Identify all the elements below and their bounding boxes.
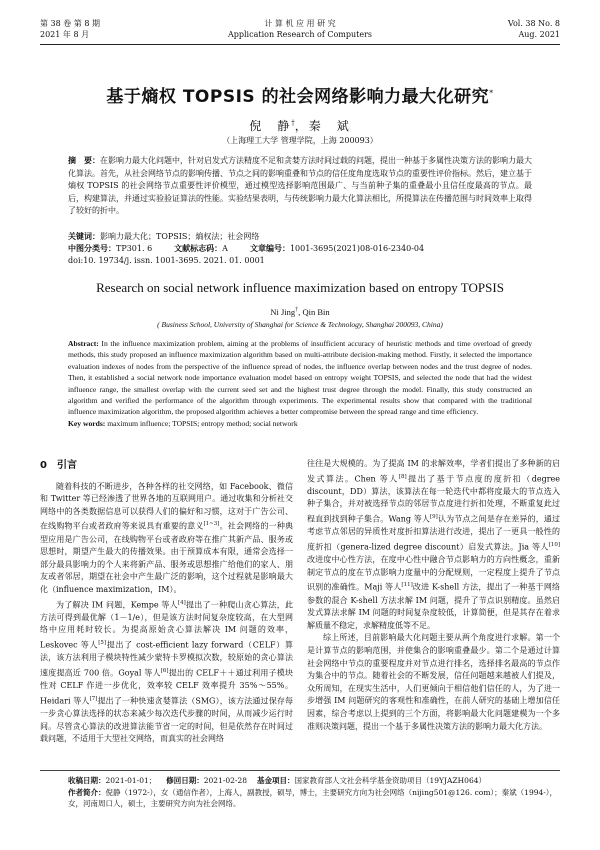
intro-paragraph-2 [40, 597, 293, 746]
keywords-en-text: maximum influence; TOPSIS; entropy method; social network [107, 418, 298, 428]
footnote-bio [68, 787, 560, 810]
body-column-left [40, 458, 293, 746]
intro-paragraph-1 [40, 481, 293, 597]
article-number-label: 文章编号： [249, 244, 290, 253]
english-author-2: , Qin Bin [298, 307, 330, 317]
footnote [68, 775, 560, 810]
author-2: 秦 斌 [308, 119, 351, 133]
body-column-right [307, 458, 560, 733]
revised-label: 修回日期： [166, 776, 204, 785]
abstract-cn [68, 155, 532, 218]
corresponding-mark: † [291, 119, 295, 127]
english-affiliation: ( Business School, University of Shanghai for Science & Technology, Shanghai 200093, China) [157, 320, 443, 329]
english-corresponding-mark: † [295, 307, 299, 314]
footnote-rule [40, 770, 560, 771]
citation[interactable]: [5] [98, 640, 107, 647]
doc-code: A [222, 244, 228, 253]
classification-line [68, 243, 532, 255]
citation[interactable]: [6] [160, 667, 169, 674]
revised-date: 2021-02-28 [203, 776, 247, 785]
citation[interactable]: [10] [548, 541, 560, 548]
intro-p1-text: 随着科技的不断进步，各种各样的社交网络，如 Facebook、微信和 Twitter 等已经渗透了世界各地的互联网用户。通过收集和分析社交网络中的各类数据信息可以获得人们的偏好和习惯，这对于广告公司、在线购物平台或者政府等来说具有重要的意义 [40, 481, 293, 532]
journal-volume [508, 18, 560, 40]
article-number: 1001-3695(2021)08-016-2340-04 [289, 244, 425, 253]
fund-label: 基金项目： [257, 776, 295, 785]
right-paragraph-2: 综上所述，目前影响最大化问题主要从两个角度进行求解。第一个是计算节点的影响范围，并使集合的影响重叠最少。第二个是通过计算社会网络中节点的重要程度并对节点进行排名，选择排名最高的节点作为集合中的节点。随着社会的不断发展，信任问题越来越被人们提及，众所周知，在现实生活中，人们更倾向于相信他们信任的人，为了进一步增强 IM 问题研究的客观性和准确性，在前人研究的基础上增加信任因素，综合考虑以上提到的三个方面，将影响最大化问题建模为一个多准则决策问题，提出一个基于多属性决策方法的影响力最大化方法。 [307, 633, 560, 731]
keywords-label: 关键词： [68, 232, 100, 241]
intro-p2-tail2: 提出了 cost-efficient lazy forward（CELF）算法，该方法利用子模块特性减少蒙特卡罗模拟次数，较原始的贪心算法速度提高近 700 倍。Goyal 等人 [40, 640, 293, 678]
date-cn: 2021 年 8 月 [40, 30, 90, 39]
citation[interactable]: [8] [398, 473, 407, 480]
clc-number: TP301. 6 [116, 244, 153, 253]
header-rule [40, 44, 560, 45]
abstract-en [68, 338, 532, 429]
intro-p2-text: 为了解决 IM 问题，Kempe 等人 [56, 600, 178, 610]
author-separator: ， [294, 119, 309, 133]
affiliation: （上海理工大学 管理学院，上海 200093） [222, 136, 378, 145]
keywords-en-label: Key words: [68, 418, 106, 428]
author-1: 倪 静 [249, 119, 292, 133]
bio-text: 倪静（1972-），女（通信作者），上海人，副教授，硕导，博士，主要研究方向为社会网络（nijing501@126. com）；秦斌（1994-），女，河南周口人，硕士，主要研究方向为社会网络。 [68, 787, 558, 808]
intro-p1-tail: 。社会网络的一种典型应用是广告公司，在线购物平台或者政府等在推广其新产品、服务或思想时，期望产生最大的传播效果。由于预算成本有限，通常会选择一部分最具影响力的个人来将新产品、服务或思想推广给他们的家人、朋友或者邻居，期望在社会中产生最广泛的影响，这个过程就是影响最大化（influence maximization，IM）。 [40, 522, 294, 594]
abstract-text: 在影响力最大化问题中，针对启发式方法精度不足和贪婪方法时间过载的问题，提出一种基于多属性决策方法的影响力最大化算法。首先，从社会网络节点的影响传播、节点之间的影响重叠和节点的信任度角度选取节点的重要性评价指标。然后，建立基于熵权 TOPSIS 的社会网络节点重要性评价模型，通过模型选择影响范围最广、与当前种子集的重叠最小且信任度最高的节点。最后，构建算法，并通过实验验证算法的性能。实验结果表明，与传统影响力最大化算法相比，所提算法在传播范围与时间效率上取得了较好的折中。 [68, 156, 532, 215]
title-footnote-mark: * [489, 88, 494, 98]
abstract-en-text: In the influence maximization problem, aiming at the problems of insufficient accuracy of heuristic methods and time overload of greedy methods, this study proposed an influence maximization algorithm based on multi-attribute decision-making method. Firstly, it selected the importance evaluation indexes of nodes from the perspective of the influence spread of nodes, the influence overlap between nodes and the trust degree of nodes. Then, it established a social network node importance evaluation model based on entropy weight TOPSIS, and selected the node that had the widest influence range, the smallest overlap with the current seed set and the highest trust degree through the model. Finally, this study constructed an algorithm and verified the performance of the algorithm through experiments. The experimental results show that compared with the traditional influence maximization algorithm, the proposed algorithm achieves a better compromise between the spread range and time efficiency. [68, 339, 532, 417]
abstract-en-body [68, 338, 532, 418]
abstract-en-label: Abstract: [68, 339, 99, 348]
doc-code-label: 文献标志码： [174, 244, 223, 253]
clc-label: 中图分类号： [68, 244, 116, 253]
journal-name-cn: 计 算 机 应 用 研 究 [264, 19, 336, 28]
right-p1-tail4: 改进 K-shell 方法，提出了一种基于网络参数的混合 K-shell 方法求解 IM 问题，提升了节点识别精度。虽然启发式算法求解 IM 问题的时间复杂度较低，计算简便，但是其存在着求解质量不稳定，求解精度低等不足。 [307, 582, 561, 630]
received-date: 2021-01-01； [105, 776, 157, 785]
intro-p2-tail3: 提出的 CELF＋＋通过利用子模块性对 CELF 作进一步优化，效率较 CELF 效率提升 35%～55%。Heidari 等人 [40, 668, 293, 706]
right-paragraph-1 [307, 458, 560, 632]
citation[interactable]: [11] [401, 582, 413, 589]
keywords-text: 影响力最大化；TOPSIS；熵权法；社会网络 [100, 232, 260, 241]
journal-name [40, 18, 560, 40]
right-p1-text: 往往是大规模的。为了提高 IM 的求解效率，学者们提出了多种新的启发式算法。Chen 等人 [307, 459, 560, 484]
journal-name-en: Application Research of Computers [227, 30, 373, 39]
keywords-cn [68, 231, 532, 243]
citation[interactable]: [1~3] [203, 521, 220, 528]
right-p1-tail3: 改进度中心性方法，在度中心性中融合节点影响力的方向性概念，重新制定节点的度在节点影响力度量中的分配规则，一定程度上提升了节点识别的准确性。Maji 等人 [307, 555, 560, 592]
citation[interactable]: [4] [177, 599, 186, 606]
english-author-1: Ni Jing [270, 307, 296, 317]
received-label: 收稿日期： [68, 776, 106, 785]
bio-label: 作者简介： [68, 787, 106, 797]
citation[interactable]: [9] [430, 514, 438, 521]
title-text: 基于熵权 TOPSIS 的社会网络影响力最大化研究 [106, 87, 490, 107]
abstract-label: 摘 要： [68, 156, 100, 165]
footnote-dates [68, 775, 560, 787]
section-heading-intro: 0 引言 [40, 460, 77, 471]
intro-p2-tail: 提出了一种爬山贪心算法，此方法可得到最优解（1－1/e），但是该方法时间复杂度较高，在大型网络中应用耗时较长。为提高原始贪心算法解决 IM 问题的效率，Leskovec 等人 [40, 600, 293, 650]
paper-title [40, 82, 560, 107]
intro-p2-tail4: 提出了一种快速贪婪算法（SMG），该方法通过保存每一步贪心算法选择的状态来减少每次迭代步骤的时间，从而减少运行时间。尽管贪心算法的改进算法能节省一定的时间，但是依然存在时间过载问题，不适用于大型社交网络，而真实的社会网络 [40, 696, 293, 744]
english-title: Research on social network influence maximization based on entropy TOPSIS [96, 280, 504, 295]
author-list [40, 117, 560, 134]
right-p1-tail: 提出了基于节点度的度折扣（degree discount，DD）算法，该算法在每一轮迭代中都将度最大的节点选入种子集合，并对被选择节点的邻居节点度进行折扣处理，不断重复此过程直到找到种子集合。Wang 等人 [307, 474, 561, 524]
fund-text: 国家教育部人文社会科学基金资助项目（19YJAZH064） [294, 776, 486, 785]
volume-issue-cn: 第 38 卷 第 8 期 [40, 19, 100, 28]
date-en: Aug. 2021 [518, 30, 560, 39]
keywords-en [68, 418, 532, 429]
volume-issue-en: Vol. 38 No. 8 [507, 19, 560, 28]
doi[interactable]: doi:10. 19734/j. issn. 1001-3695. 2021. 01. 0001 [68, 256, 265, 265]
english-authors [40, 307, 560, 317]
right-p1-tail2: 认为节点之间是存在差异的，通过考虑节点邻居的异质性对度折扣算法进行改进，提出了一更具一般性的度折扣（genera-lized degree discount）启发式算法。Jia 等人 [307, 514, 560, 552]
citation[interactable]: [7] [89, 695, 98, 702]
